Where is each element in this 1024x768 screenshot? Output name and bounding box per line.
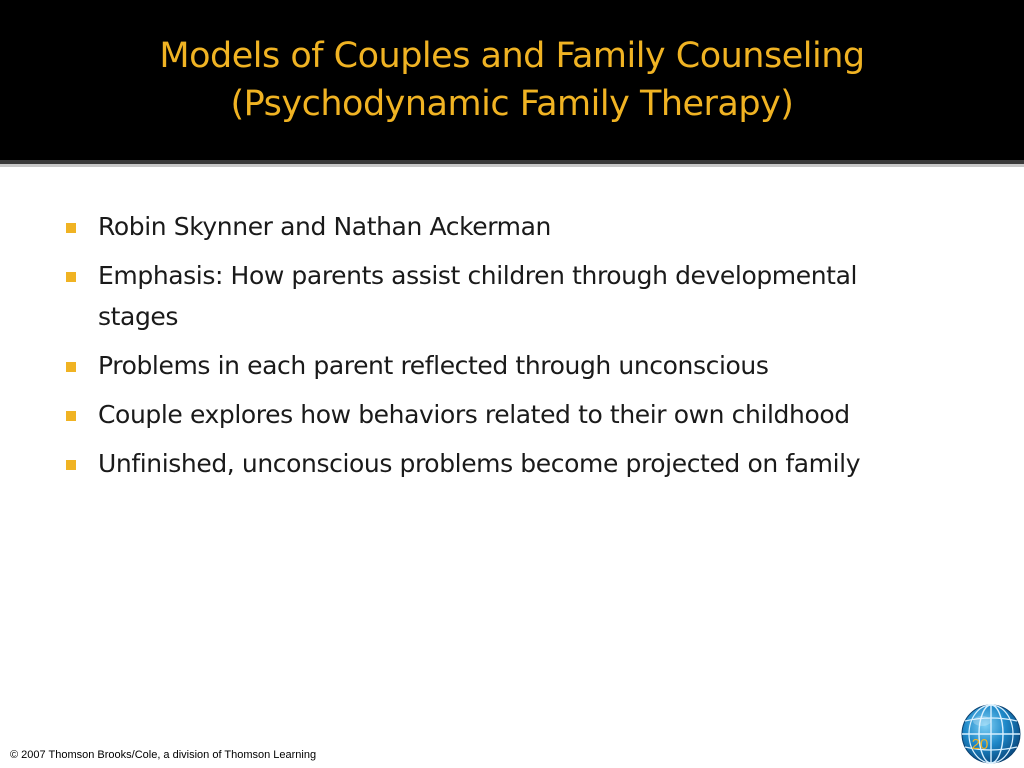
square-bullet-icon [66,272,76,282]
globe-icon [960,703,1022,765]
title-bar [0,0,1024,160]
slide-title-line-1: Models of Couples and Family Counseling [159,36,865,76]
bullet-text: Robin Skynner and Nathan Ackerman [98,212,551,241]
bullet-text: Problems in each parent reflected through unconscious [98,351,769,380]
bullet-item [62,394,942,435]
square-bullet-icon [66,460,76,470]
square-bullet-icon [66,362,76,372]
bullet-item [62,206,942,247]
bullet-item [62,443,942,484]
title-divider-light [0,164,1024,167]
page-number: 20 [971,736,989,753]
bullet-list [62,206,942,492]
square-bullet-icon [66,223,76,233]
square-bullet-icon [66,411,76,421]
bullet-text: Unfinished, unconscious problems become projected on family [98,449,861,478]
bullet-item [62,255,942,337]
slide-title-line-2: (Psychodynamic Family Therapy) [230,84,794,124]
bullet-text: Couple explores how behaviors related to their own childhood [98,400,850,429]
bullet-item [62,345,942,386]
copyright-footer: © 2007 Thomson Brooks/Cole, a division of Thomson Learning [10,749,317,761]
bullet-text: Emphasis: How parents assist children through developmental stages [98,261,858,331]
